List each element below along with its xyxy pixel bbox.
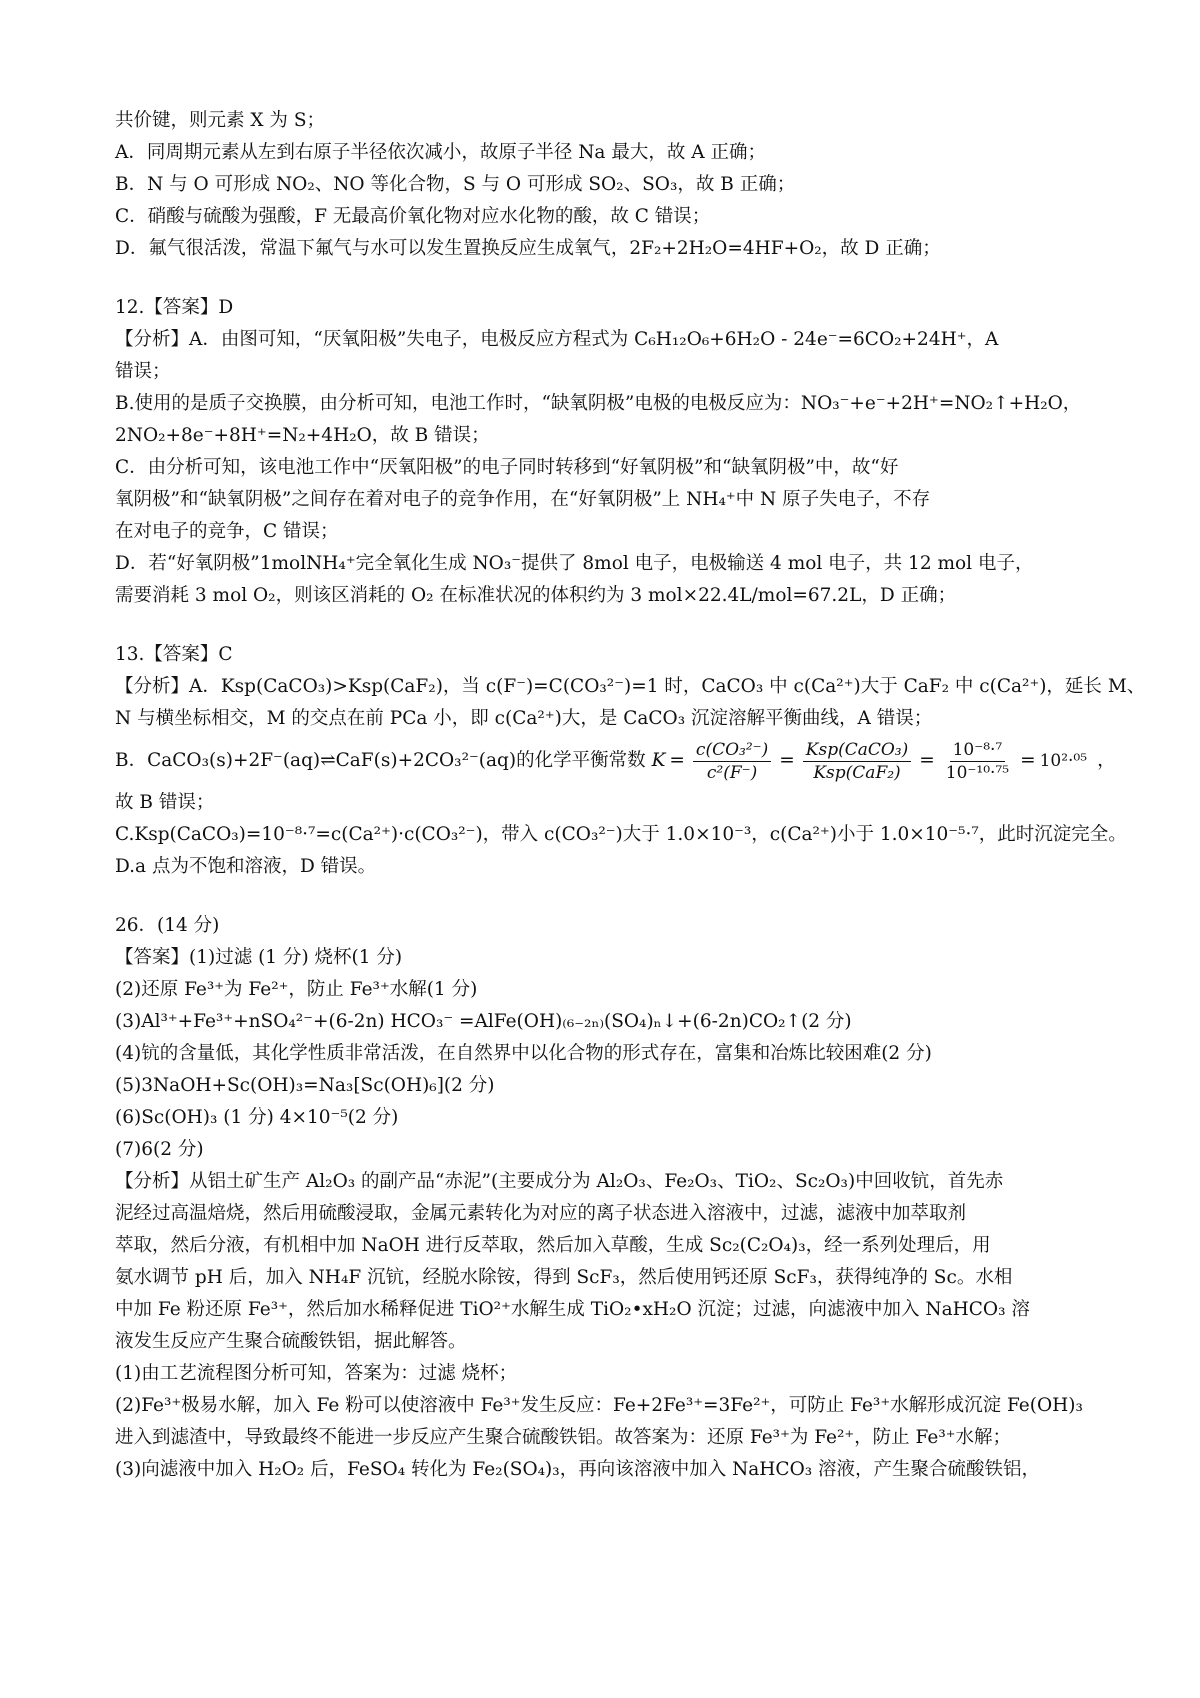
- document-page: [115, 105, 1146, 1486]
- equals-sign: =: [1020, 750, 1036, 771]
- fraction-denominator: c²(F⁻): [706, 762, 758, 783]
- fraction-numerator: 10⁻⁸·⁷: [950, 739, 1006, 762]
- q26-answer-line: (3)Al³⁺+Fe³⁺+nSO₄²⁻+(6-2n) HCO₃⁻ =AlFe(OH)₍₆₋₂ₙ₎(SO₄)ₙ↓+(6-2n)CO₂↑(2 分): [115, 1011, 852, 1032]
- q26-analysis-line: 中加 Fe 粉还原 Fe³⁺，然后加水稀释促进 TiO²⁺水解生成 TiO₂•xH₂O 沉淀；过滤，向滤液中加入 NaHCO₃ 溶: [115, 1299, 1030, 1320]
- intro-option-b: B．N 与 O 可形成 NO₂、NO 等化合物，S 与 O 可形成 SO₂、SO₃，故 B 正确；: [115, 174, 796, 195]
- fraction-numerator: Ksp(CaCO₃): [803, 739, 911, 762]
- q26-header: 26．(14 分): [115, 915, 220, 936]
- q13-analysis-line-2: N 与横坐标相交，M 的交点在前 PCa 小，即 c(Ca²⁺)大，是 CaCO₃ 沉淀溶解平衡曲线，A 错误；: [115, 708, 933, 729]
- q12-analysis-line: D．若“好氧阴极”1molNH₄⁺完全氧化生成 NO₃⁻提供了 8mol 电子，电极输送 4 mol 电子，共 12 mol 电子，: [115, 553, 1034, 574]
- q26-answer-line: (2)还原 Fe³⁺为 Fe²⁺，防止 Fe³⁺水解(1 分): [115, 979, 478, 1000]
- q12-analysis-line: B.使用的是质子交换膜，由分析可知，电池工作时，“缺氧阴极”电极的电极反应为：NO₃⁻+e⁻+2H⁺=NO₂↑+H₂O，: [115, 393, 1082, 414]
- fraction-power: [943, 739, 1012, 784]
- q26-answer-line: (6)Sc(OH)₃ (1 分) 4×10⁻⁵(2 分): [115, 1107, 399, 1128]
- equals-sign: =: [669, 750, 685, 771]
- equals-sign: =: [779, 750, 795, 771]
- q26-answer-line: 【答案】(1)过滤 (1 分) 烧杯(1 分): [115, 947, 403, 968]
- formula-tail: ，: [1097, 750, 1116, 771]
- fraction-concentration: [693, 739, 771, 784]
- q13-equilibrium-formula: [115, 735, 1116, 787]
- q12-analysis-line: C．由分析可知，该电池工作中“厌氧阳极”的电子同时转移到“好氧阴极”和“缺氧阴极”中，故“好: [115, 457, 899, 478]
- intro-option-c: C．硝酸与硫酸为强酸，F 无最高价氧化物对应水化物的酸，故 C 错误；: [115, 206, 711, 227]
- q26-analysis-line: 进入到滤渣中，导致最终不能进一步反应产生聚合硫酸铁铝。故答案为：还原 Fe³⁺为 Fe²⁺，防止 Fe³⁺水解；: [115, 1427, 1012, 1448]
- q26-analysis-line: 【分析】从铝土矿生产 Al₂O₃ 的副产品“赤泥”(主要成分为 Al₂O₃、Fe₂O₃、TiO₂、Sc₂O₃)中回收钪，首先赤: [115, 1171, 1004, 1192]
- k-symbol: K: [651, 750, 666, 771]
- q26-answer-line: (7)6(2 分): [115, 1139, 204, 1160]
- fraction-numerator: c(CO₃²⁻): [693, 739, 771, 762]
- k-result: 10²·⁰⁵: [1039, 751, 1088, 771]
- q13-b-conclusion: 故 B 错误；: [115, 792, 215, 813]
- q26-analysis-line: (1)由工艺流程图分析可知，答案为：过滤 烧杯；: [115, 1363, 518, 1384]
- q12-answer: 12.【答案】D: [115, 297, 234, 318]
- q26-analysis-line: 氨水调节 pH 后，加入 NH₄F 沉钪，经脱水除铵，得到 ScF₃，然后使用钙还原 ScF₃，获得纯净的 Sc。水相: [115, 1267, 1013, 1288]
- q12-analysis-line: 氧阴极”和“缺氧阴极”之间存在着对电子的竞争作用，在“好氧阴极”上 NH₄⁺中 N 原子失电子，不存: [115, 489, 931, 510]
- q12-analysis-line: 错误；: [115, 361, 171, 382]
- intro-option-a: A．同周期元素从左到右原子半径依次减小，故原子半径 Na 最大，故 A 正确；: [115, 142, 766, 163]
- q26-analysis-line: 泥经过高温焙烧，然后用硫酸浸取，金属元素转化为对应的离子状态进入溶液中，过滤，滤液中加萃取剂: [115, 1203, 967, 1224]
- q12-analysis-line: 在对电子的竞争，C 错误；: [115, 521, 339, 542]
- q26-answer-line: (5)3NaOH+Sc(OH)₃=Na₃[Sc(OH)₆](2 分): [115, 1075, 495, 1096]
- q26-analysis-line: 萃取，然后分液，有机相中加 NaOH 进行反萃取，然后加入草酸，生成 Sc₂(C₂O₄)₃，经一系列处理后，用: [115, 1235, 991, 1256]
- intro-line-x: 共价键，则元素 X 为 S；: [115, 110, 325, 131]
- q13-option-c: C.Ksp(CaCO₃)=10⁻⁸·⁷=c(Ca²⁺)·c(CO₃²⁻)，带入 c(CO₃²⁻)大于 1.0×10⁻³，c(Ca²⁺)小于 1.0×10⁻⁵·⁷，此时沉淀完全。: [115, 824, 1127, 845]
- equals-sign: =: [919, 750, 935, 771]
- q13-answer: 13.【答案】C: [115, 644, 233, 665]
- q26-analysis-line: (3)向滤液中加入 H₂O₂ 后，FeSO₄ 转化为 Fe₂(SO₄)₃，再向该溶液中加入 NaHCO₃ 溶液，产生聚合硫酸铁铝，: [115, 1459, 1041, 1480]
- q13-analysis-line-1: 【分析】A．Ksp(CaCO₃)>Ksp(CaF₂)，当 c(F⁻)=C(CO₃²⁻)=1 时，CaCO₃ 中 c(Ca²⁺)大于 CaF₂ 中 c(Ca²⁺)，延长 M、: [115, 676, 1146, 697]
- q12-analysis-line: 【分析】A．由图可知，“厌氧阳极”失电子，电极反应方程式为 C₆H₁₂O₆+6H₂O - 24e⁻=6CO₂+24H⁺，A: [115, 329, 999, 350]
- fraction-denominator: Ksp(CaF₂): [813, 762, 901, 783]
- intro-option-d: D．氟气很活泼，常温下氟气与水可以发生置换反应生成氧气，2F₂+2H₂O=4HF+O₂，故 D 正确；: [115, 238, 941, 259]
- q26-answer-line: (4)钪的含量低，其化学性质非常活泼，在自然界中以化合物的形式存在，富集和冶炼比较困难(2 分): [115, 1043, 932, 1064]
- q13-b-text: B．CaCO₃(s)+2F⁻(aq)⇌CaF(s)+2CO₃²⁻(aq)的化学平衡常数: [115, 750, 646, 771]
- q26-analysis-line: (2)Fe³⁺极易水解，加入 Fe 粉可以使溶液中 Fe³⁺发生反应：Fe+2Fe³⁺=3Fe²⁺，可防止 Fe³⁺水解形成沉淀 Fe(OH)₃: [115, 1395, 1083, 1416]
- q26-analysis-line: 液发生反应产生聚合硫酸铁铝，据此解答。: [115, 1331, 467, 1352]
- fraction-denominator: 10⁻¹⁰·⁷⁵: [945, 762, 1010, 783]
- q12-analysis-line: 2NO₂+8e⁻+8H⁺=N₂+4H₂O，故 B 错误；: [115, 425, 490, 446]
- q12-analysis-line: 需要消耗 3 mol O₂，则该区消耗的 O₂ 在标准状况的体积约为 3 mol×22.4L/mol=67.2L，D 正确；: [115, 585, 957, 606]
- q13-option-d: D.a 点为不饱和溶液，D 错误。: [115, 856, 377, 877]
- fraction-ksp: [803, 739, 911, 784]
